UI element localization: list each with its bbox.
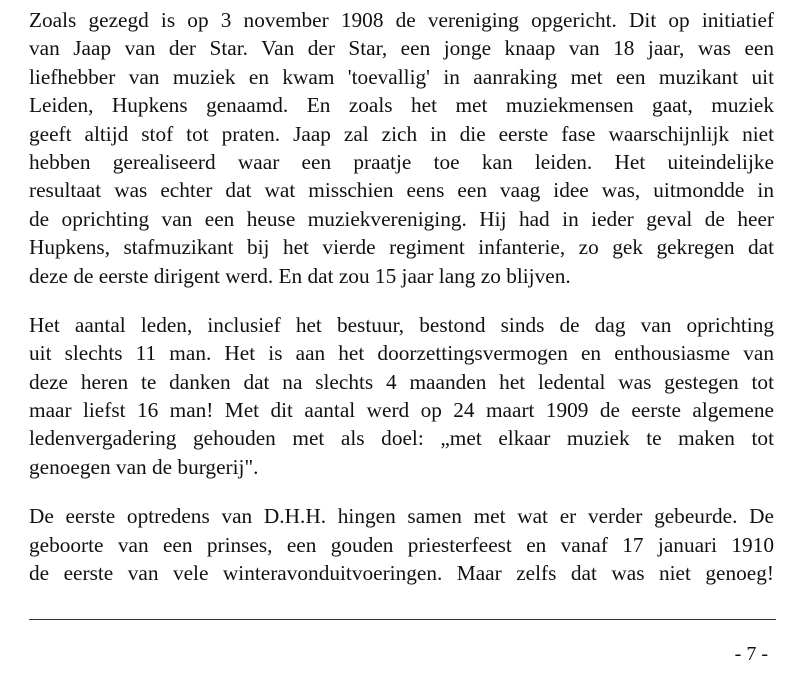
text-line: de eerste van vele winteravonduitvoeringen. Maar zelfs dat was niet genoeg!: [29, 561, 774, 586]
text-line: maar liefst 16 man! Met dit aantal werd op 24 maart 1909 de eerste algemene: [29, 398, 774, 423]
text-line: hebben gerealiseerd waar een praatje toe kan leiden. Het uiteindelijke: [29, 149, 774, 174]
paragraph-founding: [29, 6, 774, 290]
text-line: liefhebber van muziek en kwam 'toevallig' in aanraking met een muzikant uit: [29, 64, 774, 89]
footer-divider: [29, 619, 776, 620]
text-line: De eerste optredens van D.H.H. hingen samen met wat er verder gebeurde. De: [29, 504, 774, 529]
paragraph-members: [29, 311, 774, 481]
text-line: genoegen van de burgerij".: [29, 454, 259, 479]
paragraph-spacer: [29, 290, 774, 311]
text-line: deze de eerste dirigent werd. En dat zou 15 jaar lang zo blijven.: [29, 263, 571, 288]
paragraph-spacer: [29, 481, 774, 502]
text-line: Leiden, Hupkens genaamd. En zoals het met muziekmensen gaat, muziek: [29, 93, 774, 118]
text-line: geboorte van een prinses, een gouden priesterfeest en vanaf 17 januari 1910: [29, 532, 774, 557]
text-line: geeft altijd stof tot praten. Jaap zal zich in die eerste fase waarschijnlijk niet: [29, 121, 774, 146]
text-line: Het aantal leden, inclusief het bestuur, bestond sinds de dag van oprichting: [29, 312, 774, 337]
text-line: van Jaap van der Star. Van der Star, een jonge knaap van 18 jaar, was een: [29, 36, 774, 61]
text-line: resultaat was echter dat wat misschien eens een vaag idee was, uitmondde in: [29, 178, 774, 203]
text-line: Zoals gezegd is op 3 november 1908 de vereniging opgericht. Dit op initiatief: [29, 8, 774, 32]
paragraph-performances: [29, 502, 774, 587]
text-line: deze heren te danken dat na slechts 4 maanden het ledental was gestegen tot: [29, 369, 774, 394]
text-line: de oprichting van een heuse muziekvereniging. Hij had in ieder geval de heer: [29, 206, 774, 231]
text-line: Hupkens, stafmuzikant bij het vierde regiment infanterie, zo gek gekregen dat: [29, 235, 774, 260]
page-number: - 7 -: [734, 643, 768, 665]
document-body: [29, 6, 774, 587]
text-line: ledenvergadering gehouden met als doel: „met elkaar muziek te maken tot: [29, 426, 774, 451]
text-line: uit slechts 11 man. Het is aan het doorzettingsvermogen en enthousiasme van: [29, 341, 774, 366]
